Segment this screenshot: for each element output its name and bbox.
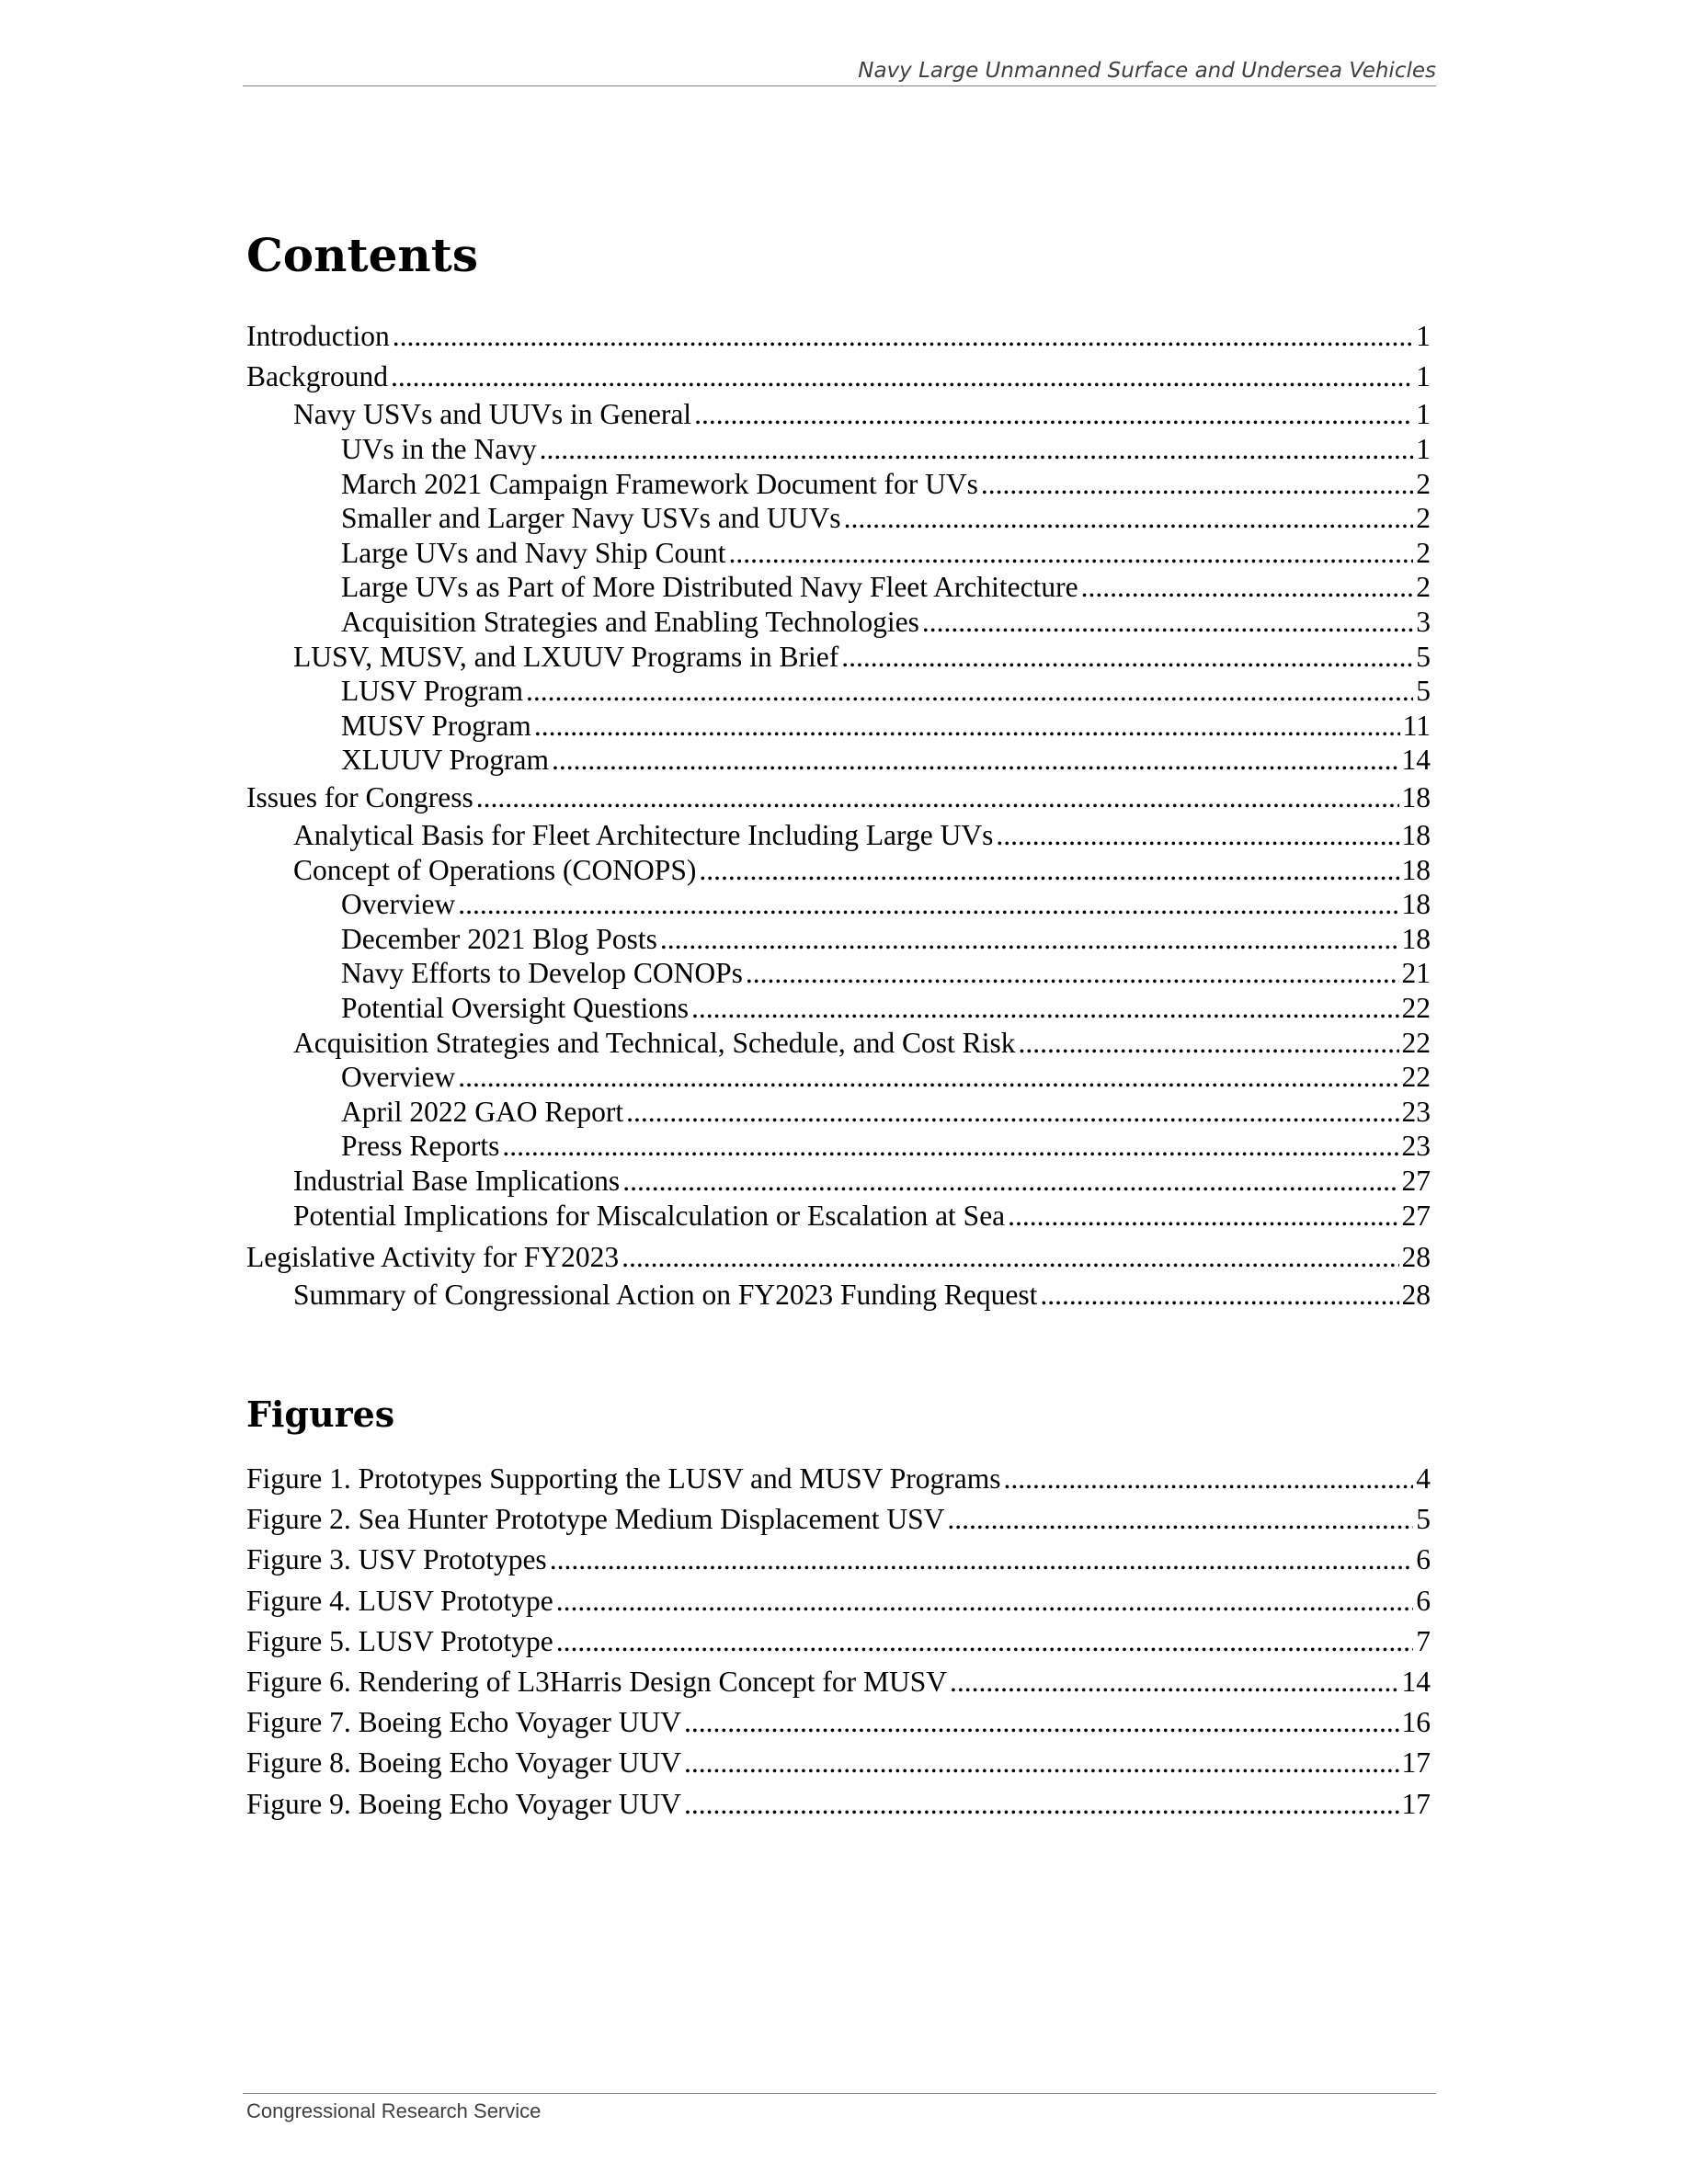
dot-leader xyxy=(684,1743,1398,1783)
toc-entry[interactable] xyxy=(246,536,1431,571)
toc-entry-page-number: 27 xyxy=(1401,1199,1431,1232)
dot-leader xyxy=(981,467,1413,502)
dot-leader xyxy=(844,501,1414,536)
figure-entry-label: Figure 8. Boeing Echo Voyager UUV xyxy=(246,1746,682,1780)
dot-leader xyxy=(502,1129,1398,1164)
toc-entry-label: UVs in the Navy xyxy=(341,432,537,465)
figure-entry[interactable] xyxy=(246,1581,1431,1621)
toc-entry-page-number: 22 xyxy=(1401,1061,1431,1094)
figure-entry[interactable] xyxy=(246,1743,1431,1783)
toc-entry[interactable] xyxy=(246,501,1431,536)
toc-entry-label: Overview xyxy=(341,888,456,921)
toc-entry[interactable] xyxy=(246,853,1431,888)
toc-entry[interactable] xyxy=(246,397,1431,432)
figure-entry-label: Figure 7. Boeing Echo Voyager UUV xyxy=(246,1706,682,1739)
dot-leader xyxy=(996,818,1398,853)
toc-entry[interactable] xyxy=(246,1095,1431,1130)
toc-entry-label: Industrial Base Implications xyxy=(293,1165,621,1198)
dot-leader xyxy=(1003,1459,1413,1499)
figure-entry-label: Figure 5. LUSV Prototype xyxy=(246,1624,553,1657)
toc-entry[interactable] xyxy=(246,778,1431,818)
toc-entry[interactable] xyxy=(246,640,1431,675)
toc-entry-label: Concept of Operations (CONOPS) xyxy=(293,853,697,886)
toc-entry-label: LUSV, MUSV, and LXUUV Programs in Brief xyxy=(293,640,839,673)
figure-entry[interactable] xyxy=(246,1621,1431,1662)
toc-entry-page-number: 28 xyxy=(1401,1241,1431,1274)
toc-entry-page-number: 18 xyxy=(1401,853,1431,886)
toc-entry[interactable] xyxy=(246,357,1431,397)
figure-entry-page-number: 7 xyxy=(1416,1624,1431,1657)
toc-entry-page-number: 2 xyxy=(1416,502,1431,535)
toc-entry-page-number: 5 xyxy=(1416,675,1431,708)
toc-entry[interactable] xyxy=(246,1237,1431,1278)
toc-entry-page-number: 18 xyxy=(1401,922,1431,955)
dot-leader xyxy=(684,1784,1398,1825)
dot-leader xyxy=(526,674,1413,709)
toc-entry-label: April 2022 GAO Report xyxy=(341,1095,624,1128)
toc-entry-label: Overview xyxy=(341,1061,456,1094)
dot-leader xyxy=(540,432,1414,467)
dot-leader xyxy=(626,1095,1398,1130)
dot-leader xyxy=(556,1581,1414,1621)
dot-leader xyxy=(684,1702,1398,1743)
figure-entry-page-number: 6 xyxy=(1416,1584,1431,1617)
figure-entry-page-number: 5 xyxy=(1416,1503,1431,1536)
toc-entry-label: MUSV Program xyxy=(341,709,531,742)
figure-entry-label: Figure 6. Rendering of L3Harris Design Concept for MUSV xyxy=(246,1665,947,1698)
dot-leader xyxy=(550,1540,1414,1580)
running-header: Navy Large Unmanned Surface and Undersea Vehicles xyxy=(858,59,1436,83)
figure-entry-page-number: 14 xyxy=(1401,1665,1431,1698)
toc-entry-label: Large UVs as Part of More Distributed Navy Fleet Architecture xyxy=(341,571,1078,604)
dot-leader xyxy=(1040,1278,1398,1313)
toc-entry-label: Legislative Activity for FY2023 xyxy=(246,1241,620,1274)
figures-list xyxy=(246,1459,1431,1825)
toc-entry[interactable] xyxy=(246,570,1431,605)
toc-entry[interactable] xyxy=(246,1129,1431,1164)
toc-entry-page-number: 3 xyxy=(1416,605,1431,638)
toc-entry-page-number: 2 xyxy=(1416,571,1431,604)
toc-entry[interactable] xyxy=(246,467,1431,502)
toc-entry[interactable] xyxy=(246,956,1431,991)
toc-entry-page-number: 1 xyxy=(1416,360,1431,393)
toc-entry-page-number: 1 xyxy=(1416,320,1431,352)
dot-leader xyxy=(947,1499,1413,1540)
contents-list xyxy=(246,316,1431,1313)
dot-leader xyxy=(694,397,1413,432)
toc-entry[interactable] xyxy=(246,1060,1431,1095)
dot-leader xyxy=(922,605,1413,640)
dot-leader xyxy=(458,887,1398,922)
figure-entry[interactable] xyxy=(246,1702,1431,1743)
toc-entry[interactable] xyxy=(246,709,1431,744)
dot-leader xyxy=(534,709,1400,744)
toc-entry-label: Smaller and Larger Navy USVs and UUVs xyxy=(341,502,841,535)
toc-entry-page-number: 27 xyxy=(1401,1165,1431,1198)
dot-leader xyxy=(1008,1199,1398,1234)
figure-entry-label: Figure 4. LUSV Prototype xyxy=(246,1584,553,1617)
toc-entry-label: Press Reports xyxy=(341,1130,500,1163)
toc-entry[interactable] xyxy=(246,1278,1431,1313)
dot-leader xyxy=(391,357,1413,397)
toc-entry[interactable] xyxy=(246,743,1431,778)
toc-entry-label: Analytical Basis for Fleet Architecture Including Large UVs xyxy=(293,819,994,852)
dot-leader xyxy=(950,1662,1399,1702)
figure-entry[interactable] xyxy=(246,1459,1431,1499)
toc-entry-page-number: 1 xyxy=(1416,398,1431,431)
running-footer: Congressional Research Service xyxy=(246,2099,542,2122)
toc-entry-page-number: 22 xyxy=(1401,1026,1431,1059)
dot-leader xyxy=(1081,570,1414,605)
toc-entry[interactable] xyxy=(246,1199,1431,1234)
toc-entry-label: Navy Efforts to Develop CONOPs xyxy=(341,957,743,990)
toc-entry[interactable] xyxy=(246,818,1431,853)
dot-leader xyxy=(691,991,1399,1026)
contents-heading: Contents xyxy=(246,228,479,282)
dot-leader xyxy=(552,743,1398,778)
footer-rule xyxy=(243,2093,1436,2094)
toc-entry-label: December 2021 Blog Posts xyxy=(341,922,657,955)
toc-entry[interactable] xyxy=(246,316,1431,357)
toc-entry-label: March 2021 Campaign Framework Document for UVs xyxy=(341,467,978,500)
toc-entry-page-number: 22 xyxy=(1401,992,1431,1025)
dot-leader xyxy=(622,1164,1398,1199)
figure-entry-page-number: 4 xyxy=(1416,1462,1431,1495)
toc-entry-page-number: 23 xyxy=(1401,1095,1431,1128)
toc-entry-page-number: 28 xyxy=(1401,1279,1431,1312)
toc-entry-page-number: 14 xyxy=(1401,744,1431,777)
dot-leader xyxy=(1018,1026,1398,1061)
figure-entry-label: Figure 1. Prototypes Supporting the LUSV and MUSV Programs xyxy=(246,1462,1001,1495)
toc-entry-label: Summary of Congressional Action on FY2023 Funding Request xyxy=(293,1279,1038,1312)
toc-entry-label: Acquisition Strategies and Enabling Technologies xyxy=(341,605,919,638)
toc-entry-label: XLUUV Program xyxy=(341,744,550,777)
toc-entry-page-number: 18 xyxy=(1401,888,1431,921)
dot-leader xyxy=(841,640,1413,675)
figure-entry[interactable] xyxy=(246,1662,1431,1702)
toc-entry-page-number: 23 xyxy=(1401,1130,1431,1163)
toc-entry-label: Large UVs and Navy Ship Count xyxy=(341,536,726,569)
dot-leader xyxy=(746,956,1399,991)
toc-entry-label: Potential Oversight Questions xyxy=(341,992,689,1025)
toc-entry[interactable] xyxy=(246,432,1431,467)
figure-entry[interactable] xyxy=(246,1499,1431,1540)
toc-entry-label: Navy USVs and UUVs in General xyxy=(293,398,692,431)
figure-entry-page-number: 17 xyxy=(1401,1787,1431,1820)
toc-entry[interactable] xyxy=(246,922,1431,957)
figure-entry-label: Figure 2. Sea Hunter Prototype Medium Displacement USV xyxy=(246,1503,945,1536)
dot-leader xyxy=(660,922,1399,957)
toc-entry-page-number: 5 xyxy=(1416,640,1431,673)
dot-leader xyxy=(458,1060,1398,1095)
toc-entry-page-number: 21 xyxy=(1401,957,1431,990)
toc-entry[interactable] xyxy=(246,1026,1431,1061)
dot-leader xyxy=(556,1621,1414,1662)
figure-entry-page-number: 17 xyxy=(1401,1746,1431,1780)
toc-entry-page-number: 1 xyxy=(1416,432,1431,465)
figure-entry[interactable] xyxy=(246,1784,1431,1825)
toc-entry-label: LUSV Program xyxy=(341,675,524,708)
toc-entry-page-number: 2 xyxy=(1416,467,1431,500)
toc-entry-label: Potential Implications for Miscalculation or Escalation at Sea xyxy=(293,1199,1006,1232)
figures-heading: Figures xyxy=(246,1393,395,1435)
toc-entry-label: Background xyxy=(246,360,388,393)
figure-entry-label: Figure 3. USV Prototypes xyxy=(246,1543,547,1576)
toc-entry-page-number: 18 xyxy=(1401,819,1431,852)
dot-leader xyxy=(476,778,1399,818)
figure-entry[interactable] xyxy=(246,1540,1431,1580)
toc-entry[interactable] xyxy=(246,674,1431,709)
dot-leader xyxy=(729,536,1414,571)
dot-leader xyxy=(393,316,1414,357)
toc-entry[interactable] xyxy=(246,605,1431,640)
toc-entry-page-number: 2 xyxy=(1416,536,1431,569)
toc-entry-page-number: 11 xyxy=(1402,709,1431,742)
toc-entry[interactable] xyxy=(246,1164,1431,1199)
figure-entry-page-number: 16 xyxy=(1401,1706,1431,1739)
dot-leader xyxy=(622,1237,1398,1278)
dot-leader xyxy=(699,853,1398,888)
header-rule xyxy=(243,85,1436,86)
figure-entry-page-number: 6 xyxy=(1416,1543,1431,1576)
toc-entry-label: Acquisition Strategies and Technical, Schedule, and Cost Risk xyxy=(293,1026,1016,1059)
figure-entry-label: Figure 9. Boeing Echo Voyager UUV xyxy=(246,1787,682,1820)
toc-entry[interactable] xyxy=(246,991,1431,1026)
toc-entry[interactable] xyxy=(246,887,1431,922)
toc-entry-page-number: 18 xyxy=(1401,780,1431,813)
toc-entry-label: Introduction xyxy=(246,320,390,352)
toc-entry-label: Issues for Congress xyxy=(246,780,473,813)
